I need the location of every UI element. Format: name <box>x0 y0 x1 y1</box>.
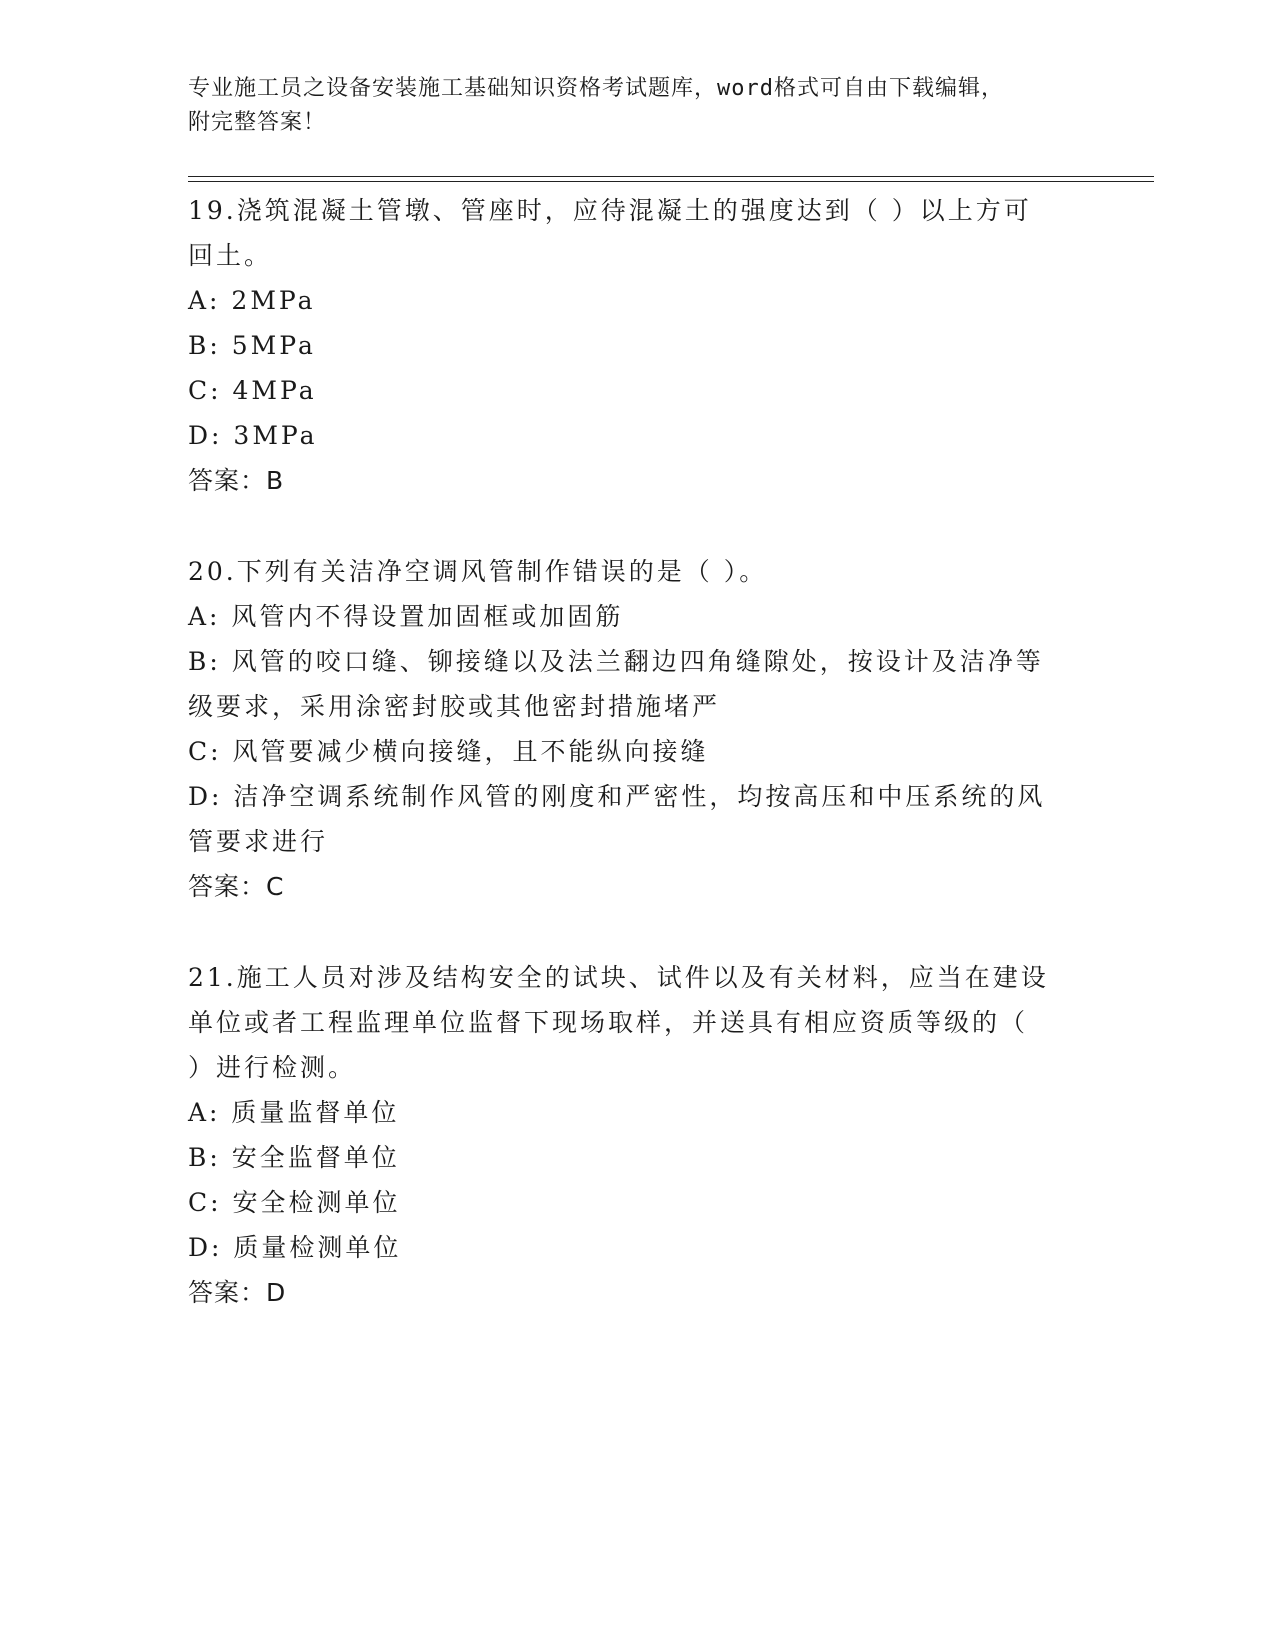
question-20 <box>188 549 1068 909</box>
option-b: B: 风管的咬口缝、铆接缝以及法兰翻边四角缝隙处，按设计及洁净等 <box>188 647 1044 676</box>
option-d-continued: 管要求进行 <box>188 827 329 856</box>
document-header <box>188 72 1068 140</box>
answer-label: 答案：D <box>188 1278 287 1307</box>
question-list <box>188 188 1068 1315</box>
question-stem-line: ）进行检测。 <box>188 1053 357 1082</box>
answer-label: 答案：B <box>188 466 285 495</box>
header-rule-top <box>188 176 1154 177</box>
option-a: A: 风管内不得设置加固框或加固筋 <box>188 602 624 631</box>
question-stem-line: 21.施工人员对涉及结构安全的试块、试件以及有关材料，应当在建设 <box>188 963 1049 992</box>
option-c: C: 安全检测单位 <box>188 1188 401 1217</box>
option-b: B: 5MPa <box>188 331 316 360</box>
question-stem-line: 回土。 <box>188 241 273 270</box>
question-spacer <box>188 503 1068 549</box>
question-stem-line: 20.下列有关洁净空调风管制作错误的是（ ）。 <box>188 557 768 586</box>
option-b: B: 安全监督单位 <box>188 1143 400 1172</box>
question-stem-line: 19.浇筑混凝土管墩、管座时，应待混凝土的强度达到（ ）以上方可 <box>188 196 1032 225</box>
header-line-1: 专业施工员之设备安装施工基础知识资格考试题库，word格式可自由下载编辑， <box>188 76 1004 101</box>
header-line-2: 附完整答案！ <box>188 110 327 135</box>
question-21 <box>188 955 1068 1315</box>
question-19 <box>188 188 1068 503</box>
answer-label: 答案：C <box>188 872 285 901</box>
option-a: A: 质量监督单位 <box>188 1098 400 1127</box>
option-b-continued: 级要求，采用涂密封胶或其他密封措施堵严 <box>188 692 721 721</box>
option-c: C: 4MPa <box>188 376 317 405</box>
question-stem-line: 单位或者工程监理单位监督下现场取样，并送具有相应资质等级的（ <box>188 1008 1029 1037</box>
option-d: D: 3MPa <box>188 421 318 450</box>
option-d: D: 质量检测单位 <box>188 1233 402 1262</box>
question-spacer <box>188 909 1068 955</box>
option-a: A: 2MPa <box>188 286 316 315</box>
option-c: C: 风管要减少横向接缝，且不能纵向接缝 <box>188 737 709 766</box>
option-d: D: 洁净空调系统制作风管的刚度和严密性，均按高压和中压系统的风 <box>188 782 1046 811</box>
header-rule-bottom <box>188 181 1154 182</box>
